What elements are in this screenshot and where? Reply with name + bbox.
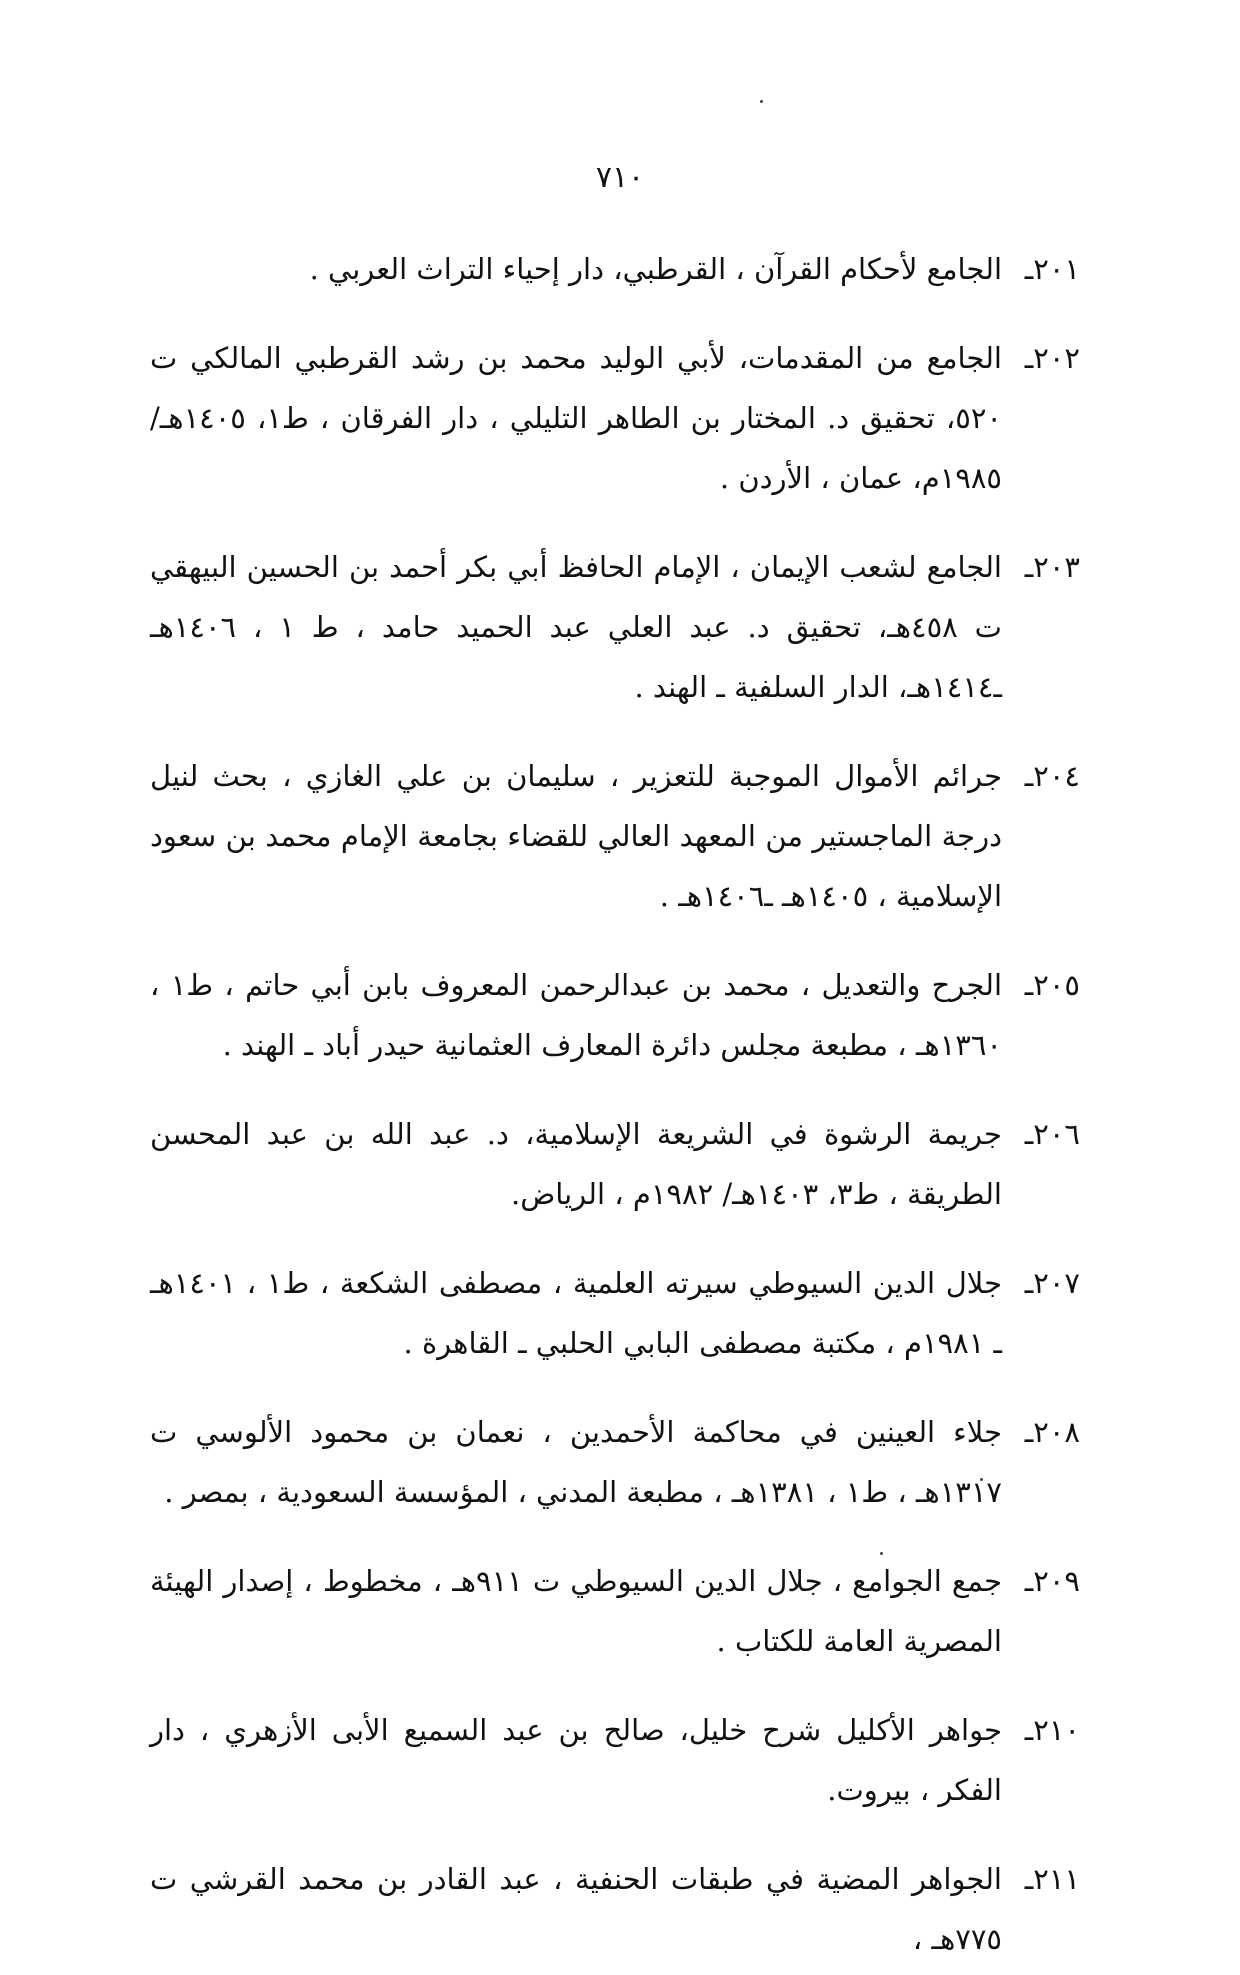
page-number: ٧١٠ — [595, 160, 645, 195]
bibliography-entry — [150, 1402, 1080, 1522]
bibliography-entry — [150, 1849, 1080, 1969]
entry-number: ٢٠٣ـ — [1024, 550, 1080, 584]
entry-number: ٢٠٢ـ — [1024, 341, 1080, 375]
entry-number: ٢٠٨ـ — [1024, 1415, 1080, 1449]
bibliography-entry — [150, 746, 1080, 926]
entry-text: جريمة الرشوة في الشريعة الإسلامية، د. عبد الله بن عبد المحسن الطريقة ، ط٣، ١٤٠٣هـ/ ١٩٨٢م ، الرياض. — [150, 1117, 1002, 1211]
scan-speck — [760, 100, 763, 103]
entry-text: الجامع لأحكام القرآن ، القرطبي، دار إحياء التراث العربي . — [309, 252, 1002, 286]
bibliography-entry — [150, 239, 1080, 299]
bibliography-entry — [150, 1253, 1080, 1373]
bibliography-entry — [150, 1551, 1080, 1671]
entry-number: ٢٠١ـ — [1024, 252, 1080, 286]
bibliography-entry — [150, 1104, 1080, 1224]
bibliography-list — [150, 210, 1080, 1975]
entry-text: الجواهر المضية في طبقات الحنفية ، عبد القادر بن محمد القرشي ت ٧٧٥هـ ، — [150, 1862, 1002, 1956]
entry-number: ٢٠٩ـ — [1024, 1564, 1081, 1598]
entry-number: ٢٠٧ـ — [1024, 1266, 1081, 1300]
entry-text: الجامع لشعب الإيمان ، الإمام الحافظ أبي بكر أحمد بن الحسين البيهقي ت ٤٥٨هـ، تحقيق د. عبد العلي عبد الحميد حامد ، ط ١ ، ١٤٠٦هـ ـ١٤١٤هـ، الدار السلفية ـ الهند . — [150, 550, 1002, 704]
entry-number: ٢٠٦ـ — [1024, 1117, 1080, 1151]
bibliography-entry — [150, 537, 1080, 717]
entry-text: جواهر الأكليل شرح خليل، صالح بن عبد السميع الأبى الأزهري ، دار الفكر ، بيروت. — [150, 1713, 1002, 1807]
bibliography-entry — [150, 955, 1080, 1075]
entry-number: ٢١١ـ — [1024, 1862, 1080, 1896]
entry-text: جمع الجوامع ، جلال الدين السيوطي ت ٩١١هـ ، مخطوط ، إصدار الهيئة المصرية العامة للكتاب . — [150, 1564, 1003, 1658]
entry-text: جلاء العينين في محاكمة الأحمدين ، نعمان بن محمود الألوسي ت ١٣١٧هـ ، ط١ ، ١٣٨١هـ ، مطبعة المدني ، المؤسسة السعودية ، بمصر . — [150, 1415, 1002, 1509]
entry-text: الجامع من المقدمات، لأبي الوليد محمد بن رشد القرطبي المالكي ت ٥٢٠، تحقيق د. المختار بن الطاهر التليلي ، دار الفرقان ، ط١، ١٤٠٥هـ/ ١٩٨٥م، عمان ، الأردن . — [150, 341, 1003, 495]
entry-text: جلال الدين السيوطي سيرته العلمية ، مصطفى الشكعة ، ط١ ، ١٤٠١هـ ـ ١٩٨١م ، مكتبة مصطفى البابي الحلبي ـ القاهرة . — [150, 1266, 1003, 1360]
bibliography-entry — [150, 1700, 1080, 1820]
entry-number: ٢٠٤ـ — [1024, 759, 1080, 793]
entry-number: ٢١٠ـ — [1024, 1713, 1080, 1747]
bibliography-entry — [150, 328, 1080, 508]
entry-text: جرائم الأموال الموجبة للتعزير ، سليمان بن علي الغازي ، بحث لنيل درجة الماجستير من المعهد العالي للقضاء بجامعة الإمام محمد بن سعود الإسلامية ، ١٤٠٥هـ ـ١٤٠٦هـ . — [150, 759, 1002, 913]
entry-number: ٢٠٥ـ — [1024, 968, 1081, 1002]
entry-text: الجرح والتعديل ، محمد بن عبدالرحمن المعروف بابن أبي حاتم ، ط١ ، ١٣٦٠هـ ، مطبعة مجلس دائرة المعارف العثمانية حيدر أباد ـ الهند . — [150, 968, 1003, 1062]
